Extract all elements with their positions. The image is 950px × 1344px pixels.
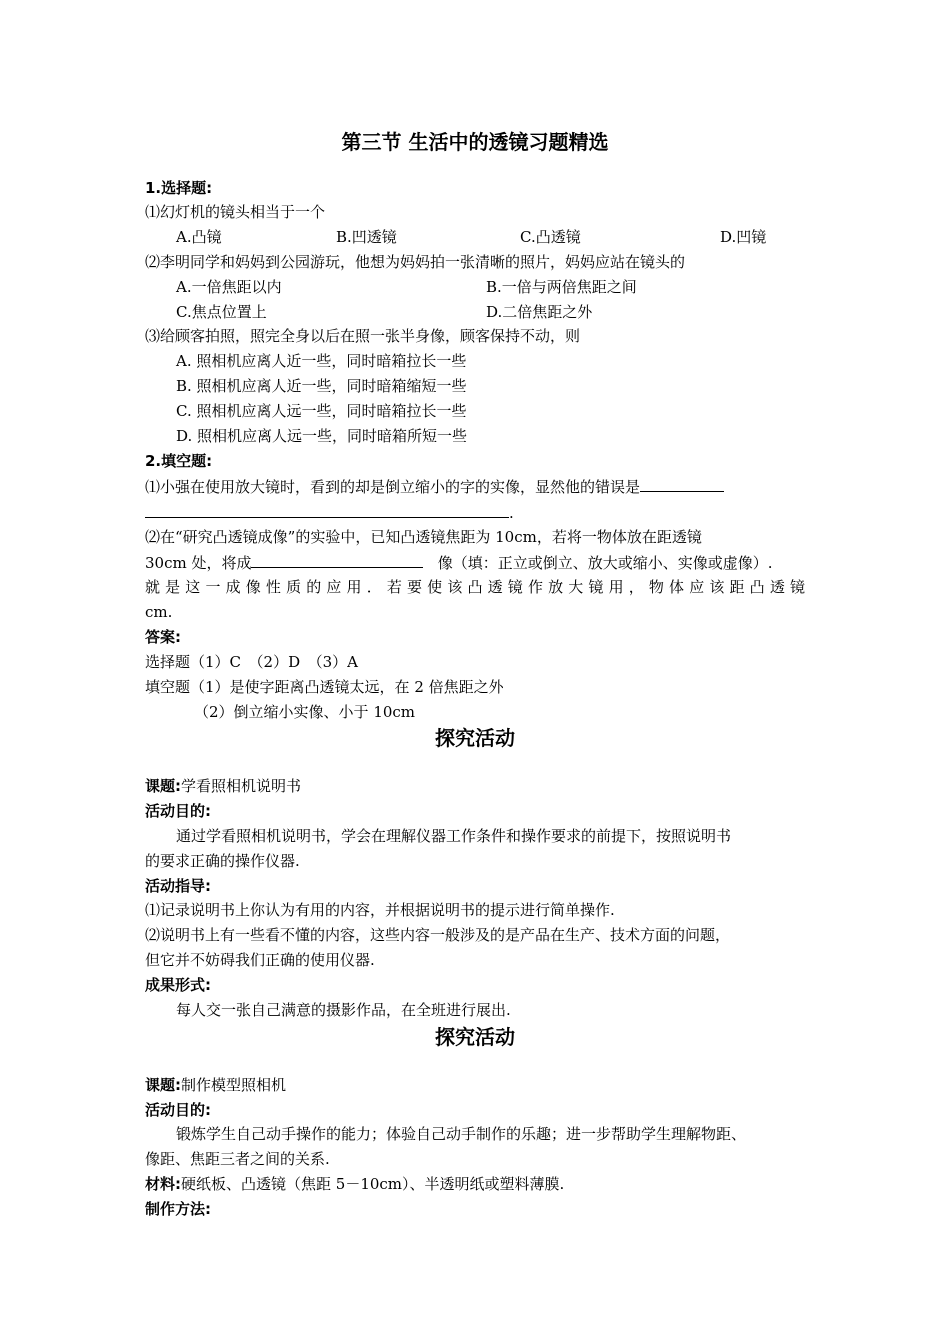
paragraph-line: 像距、焦距三者之间的关系. — [145, 1150, 330, 1168]
guide-item: ⑵说明书上有一些看不懂的内容，这些内容一般涉及的是产品在生产、技术方面的问题， — [145, 926, 731, 944]
materials-line — [145, 1174, 564, 1194]
fill-question-2-line — [145, 552, 773, 573]
option-b: B.凹透镜 — [336, 228, 397, 246]
paragraph-line: 锻炼学生自己动手操作的能力；体验自己动手制作的乐趣；进一步帮助学生理解物距、 — [176, 1125, 747, 1143]
option-a: A. 照相机应离人近一些，同时暗箱拉长一些 — [176, 352, 467, 370]
goal-label: 活动目的: — [145, 1101, 211, 1119]
answer-line: （2）倒立缩小实像、小于 10cm — [194, 703, 416, 721]
paragraph-line: 的要求正确的操作仪器. — [145, 852, 300, 870]
material-label: 材料: — [145, 1175, 181, 1193]
method-label: 制作方法: — [145, 1200, 211, 1218]
activity-topic — [145, 1075, 286, 1095]
paragraph-line: 通过学看照相机说明书，学会在理解仪器工作条件和操作要求的前提下，按照说明书 — [176, 827, 732, 845]
option-c: C.焦点位置上 — [176, 303, 267, 321]
option-b: B.一倍与两倍焦距之间 — [486, 278, 637, 296]
topic-text: 制作模型照相机 — [181, 1076, 287, 1094]
option-b: B. 照相机应离人近一些，同时暗箱缩短一些 — [176, 377, 467, 395]
question-stem: ⑵李明同学和妈妈到公园游玩，他想为妈妈拍一张清晰的照片，妈妈应站在镜头的 — [145, 253, 686, 271]
question-stem: ⑶给顾客拍照，照完全身以后在照一张半身像，顾客保持不动，则 — [145, 327, 581, 345]
topic-label: 课题: — [145, 1076, 181, 1094]
topic-text: 学看照相机说明书 — [181, 777, 302, 795]
goal-label: 活动目的: — [145, 802, 211, 820]
fill-question-text: ⑴小强在使用放大镜时，看到的却是倒立缩小的字的实像，显然他的错误是 — [145, 478, 641, 496]
answer-line: 选择题（1）C （2）D （3）A — [145, 653, 358, 671]
fill-question-2-line: cm. — [145, 603, 173, 621]
guide-item: ⑴记录说明书上你认为有用的内容，并根据说明书的提示进行简单操作. — [145, 901, 615, 919]
answer-blank — [640, 476, 724, 492]
activity-title: 探究活动 — [435, 1025, 515, 1049]
material-text: 硬纸板、凸透镜（焦距 5－10cm）、半透明纸或塑料薄膜. — [181, 1175, 565, 1193]
section-heading-choice: 1.选择题: — [145, 179, 213, 197]
fill-question-1 — [145, 476, 724, 497]
result-label: 成果形式: — [145, 976, 211, 994]
paragraph-line: 每人交一张自己满意的摄影作品，在全班进行展出. — [176, 1001, 511, 1019]
page-title: 第三节 生活中的透镜习题精选 — [341, 130, 609, 154]
activity-topic — [145, 776, 301, 796]
guide-label: 活动指导: — [145, 877, 211, 895]
answers-heading: 答案: — [145, 628, 181, 646]
option-d: D. 照相机应离人远一些，同时暗箱所短一些 — [176, 427, 468, 445]
answer-blank — [145, 502, 509, 518]
fill-question-text: 像（填：正立或倒立、放大或缩小、实像或虚像）. — [437, 554, 773, 572]
option-c: C. 照相机应离人远一些，同时暗箱拉长一些 — [176, 402, 467, 420]
activity-title: 探究活动 — [435, 726, 515, 750]
answer-line: 填空题（1）是使字距离凸透镜太远，在 2 倍焦距之外 — [145, 678, 504, 696]
option-d: D.凹镜 — [720, 228, 767, 246]
section-heading-fill: 2.填空题: — [145, 452, 213, 470]
option-a: A.凸镜 — [176, 228, 222, 246]
answer-blank — [251, 552, 423, 568]
option-c: C.凸透镜 — [520, 228, 581, 246]
guide-item: 但它并不妨碍我们正确的使用仪器. — [145, 951, 375, 969]
option-a: A.一倍焦距以内 — [176, 278, 282, 296]
fill-question-text: 30cm 处，将成 — [145, 554, 252, 572]
fill-question-1-continued — [145, 502, 514, 523]
question-stem: ⑴幻灯机的镜头相当于一个 — [145, 203, 326, 221]
topic-label: 课题: — [145, 777, 181, 795]
fill-question-2-line: 就是这一成像性质的应用．若要使该凸透镜作放大镜用，物体应该距凸透镜 — [145, 578, 805, 596]
sentence-end: . — [509, 504, 514, 522]
fill-question-2-line: ⑵在“研究凸透镜成像”的实验中，已知凸透镜焦距为 10cm，若将一物体放在距透镜 — [145, 528, 702, 546]
option-d: D.二倍焦距之外 — [486, 303, 593, 321]
